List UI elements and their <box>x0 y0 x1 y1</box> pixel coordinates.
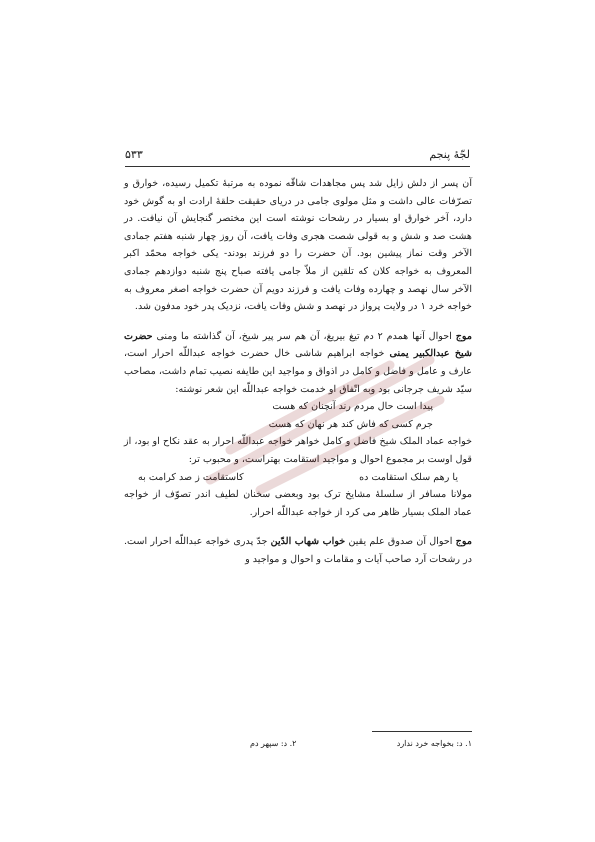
text-line: آن روز چهار شنبه هفتم جمادی الآخر وقت نماز پیشین بود. آن حضرت را دو فرزند <box>124 230 472 260</box>
page-header <box>125 146 470 167</box>
text-line: جدّ پدری خواجه <box>205 536 268 548</box>
paragraph-1 <box>124 175 472 316</box>
text-line: فرزند دویم آن حضرت خواجه اصغر معروف به خواجه خرد ۱ در ولایت پرواز در <box>124 283 472 313</box>
section-keyword: موج <box>455 536 472 548</box>
chapter-title: لجّهٔ پنجم <box>429 148 470 161</box>
verse-hemistich: یا رهم سلک استقامت ده <box>359 471 458 483</box>
text-line: بودند- یکی خواجه محمّد اکبر المعروف به خواجه کلان که تلقین از ملاّ جامی <box>124 248 472 277</box>
text-line: از خواجه عماد الملک بسیار ظاهر می کرد از خواجه عبداللّه احرار. <box>124 489 472 518</box>
text-line: آن پسر از دلش زایل شد پس مجاهدات شاقّه نموده به مرتبهٔ تکمیل رسیده، <box>162 178 472 189</box>
paragraph-5 <box>124 533 472 568</box>
verse-hemistich: جرم کسی که فاش کند هر نهان که هست <box>268 418 433 430</box>
text-line: عبداللّه این شعر نوشته: <box>175 383 270 395</box>
text-line: احوال آنها همدم ۲ دم تیغ بیریغ، آن هم سر پیر شیخ، آن گذاشته ما <box>180 330 452 342</box>
footnote-1: ۱. د: بخواجه خرد ندارد <box>396 739 472 748</box>
paragraph-2 <box>124 328 472 398</box>
verse-couplet <box>138 469 458 487</box>
section-keyword: موج <box>455 330 472 342</box>
page-number: ۵۳۳ <box>125 148 143 161</box>
paragraph-4 <box>124 486 472 521</box>
person-name: حضرت شیخ عبدالکبیر یمنی <box>124 330 472 360</box>
text-line: ومنی <box>156 330 178 342</box>
verse-hemistich: کاستقامت ز صد کرامت به <box>138 471 244 483</box>
text-line: نصیب تمام داشت، مصاحب سیّد شریف جرجانی بود وبه اتّفاق او خدمت خواجه <box>124 365 472 395</box>
text-line: خواجه عماد الملک شیخ فاضل و کامل خواهر خواجه عبداللّه احرار به عقد <box>183 436 472 448</box>
text-line: خوارق و تصرّفات عالی داشت و مثل مولوی جامی در دریای حقیقت حلقهٔ ارادت <box>124 178 472 207</box>
text-line: خواجه ابراهیم شاشی خال حضرت خواجه <box>211 348 385 360</box>
footnote-2: ۲. د: سپهر دم <box>250 739 297 748</box>
text-line: عبداللّه احرار است، عارف و عامل و فاضل و کامل در اذواق و مواجید این طایفه <box>124 348 472 377</box>
page-body <box>124 175 472 568</box>
text-line: مولانا مسافر از سلسلهٔ مشایخ ترک بود وبعضی سخنان لطیف اندر تصوّف <box>165 489 472 501</box>
footnotes <box>250 739 472 748</box>
text-line: او به گوش خود دارد، آخر خوارق او بسیار در رشحات نوشته است این مختصر <box>124 195 472 225</box>
text-line: گنجایش آن نیافت. در هشت صد و شش و به قولی شصت هجری وفات یافت، <box>124 213 472 242</box>
footnote-divider <box>372 731 472 732</box>
text-line: احوال آن صدوق علم یقین <box>348 536 453 548</box>
person-name: خواب شهاب الدّین <box>270 536 346 548</box>
text-line: یافته صباح پنج شنبه دوازدهم جمادی الآخر سال نهصد و چهارده وفات یافت و <box>124 265 472 295</box>
text-line: نهصد و شش وفات یافت، نزدیک پدر خود مدفون شد. <box>134 301 346 313</box>
text-line: عبداللّه احرار است. در رشحات آرد صاحب آیات و مقامات و احوال و مواجید و <box>124 536 472 565</box>
verse-hemistich: پیدا است حال مردم رند آنچنان که هست <box>272 401 433 413</box>
verse-line-1 <box>163 398 433 416</box>
text-line: نکاح او بود، از قول اوست بر مجموع احوال و مواجید استقامت بهتراست، و محبوب تر: <box>124 436 472 465</box>
paragraph-3 <box>124 433 472 468</box>
verse-line-2 <box>163 416 433 434</box>
